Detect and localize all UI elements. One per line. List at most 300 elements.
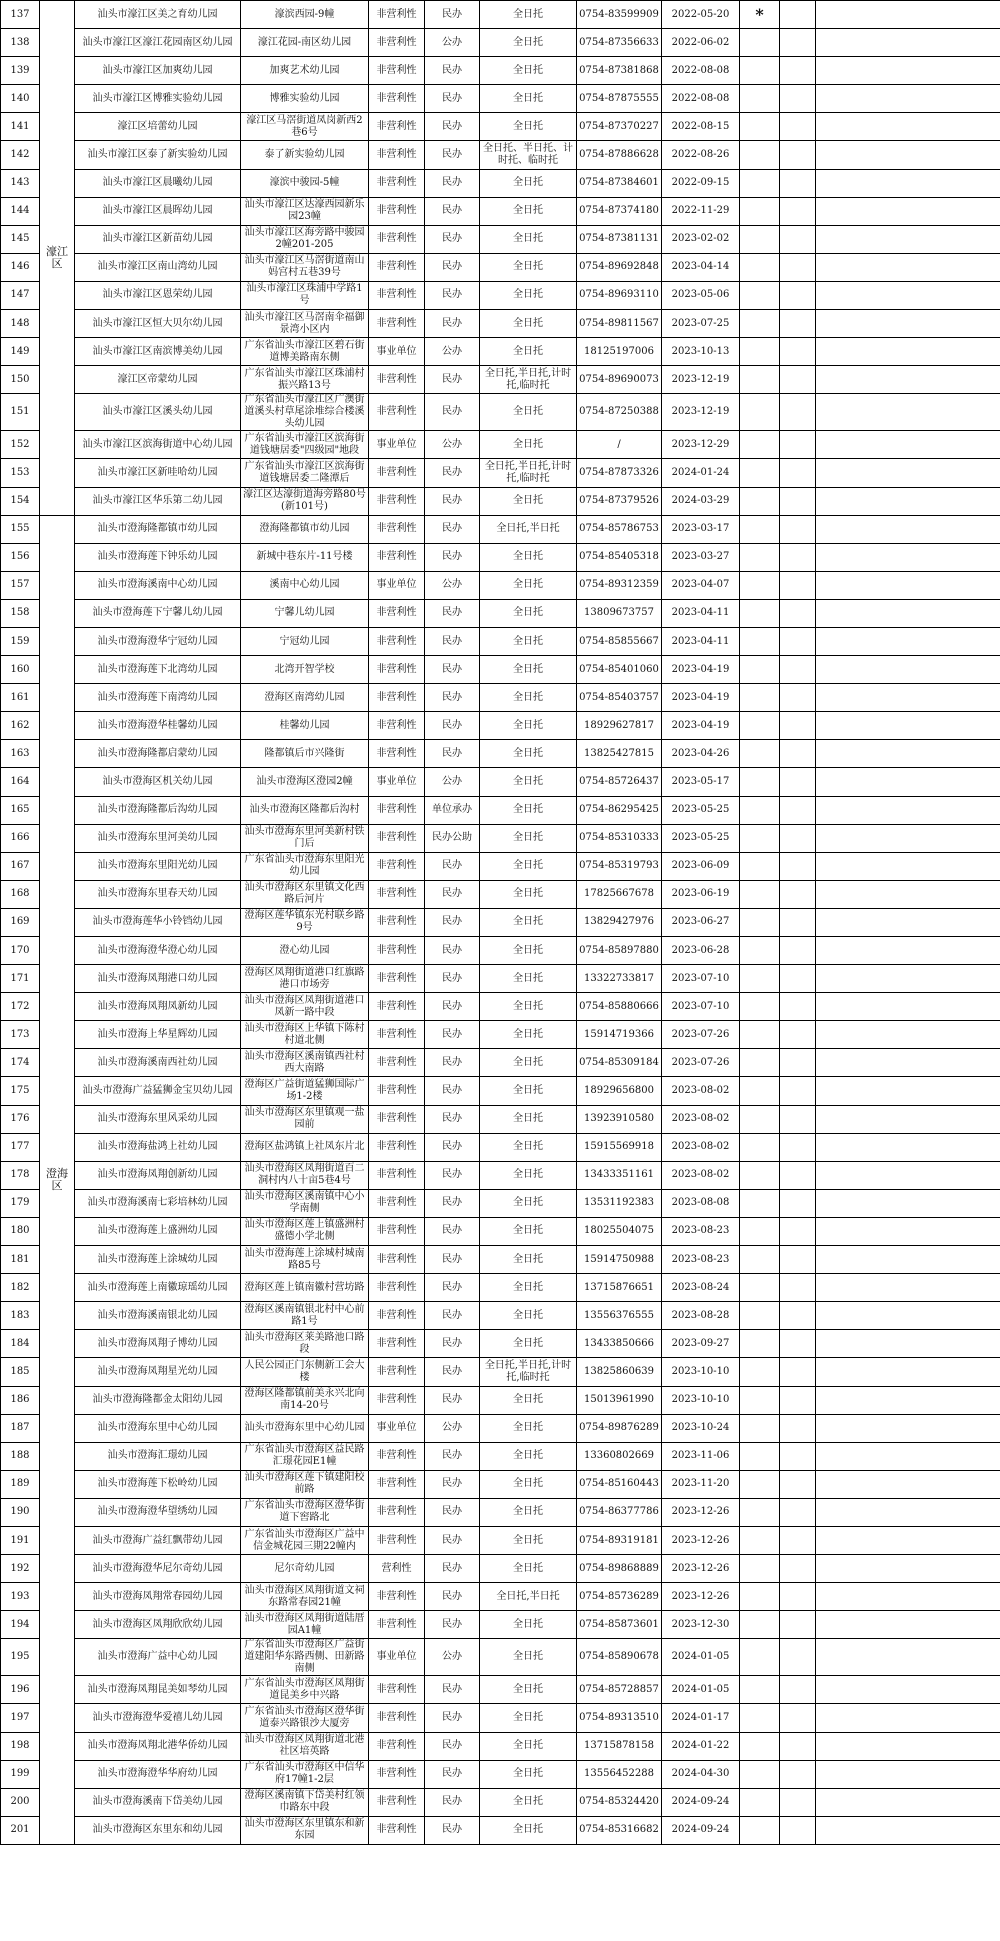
registration-date: 2023-02-02 — [662, 225, 740, 253]
nature: 非营利性 — [369, 394, 425, 431]
table-row — [1, 113, 1000, 141]
extra-cell — [780, 281, 816, 309]
address: 澄海隆都镇市幼儿园 — [241, 515, 369, 543]
care-type: 全日托 — [480, 1386, 577, 1414]
spacer-cell — [816, 1077, 1000, 1105]
note-mark — [740, 627, 780, 655]
care-type: 全日托 — [480, 1021, 577, 1049]
kindergarten-name: 汕头市澄海澄华望绣幼儿园 — [75, 1498, 241, 1526]
nature: 非营利性 — [369, 543, 425, 571]
care-type: 全日托 — [480, 1330, 577, 1358]
table-row — [1, 1274, 1000, 1302]
school-type: 民办 — [425, 1816, 480, 1844]
care-type: 全日托 — [480, 908, 577, 936]
phone: 13322733817 — [577, 965, 662, 993]
extra-cell — [780, 1330, 816, 1358]
spacer-cell — [816, 1732, 1000, 1760]
address: 澄海区溪南镇银北村中心前路1号 — [241, 1302, 369, 1330]
nature: 非营利性 — [369, 1442, 425, 1470]
address: 汕头市澄海区凤翔街道百二洞村内八十亩5巷4号 — [241, 1161, 369, 1189]
spacer-cell — [816, 571, 1000, 599]
note-mark — [740, 965, 780, 993]
row-number: 180 — [1, 1217, 40, 1245]
care-type: 全日托 — [480, 29, 577, 57]
address: 汕头市澄海区莱美路池口路段 — [241, 1330, 369, 1358]
phone: 0754-89692848 — [577, 253, 662, 281]
nature: 事业单位 — [369, 338, 425, 366]
care-type: 全日托 — [480, 1676, 577, 1704]
row-number: 161 — [1, 684, 40, 712]
spacer-cell — [816, 993, 1000, 1021]
extra-cell — [780, 1, 816, 29]
spacer-cell — [816, 1161, 1000, 1189]
spacer-cell — [816, 85, 1000, 113]
care-type: 全日托 — [480, 1414, 577, 1442]
spacer-cell — [816, 515, 1000, 543]
registration-date: 2024-01-05 — [662, 1676, 740, 1704]
school-type: 民办 — [425, 627, 480, 655]
registration-date: 2023-11-06 — [662, 1442, 740, 1470]
spacer-cell — [816, 113, 1000, 141]
note-mark — [740, 1676, 780, 1704]
kindergarten-name: 汕头市澄海盐鸿上社幼儿园 — [75, 1133, 241, 1161]
note-mark — [740, 197, 780, 225]
table-row — [1, 796, 1000, 824]
nature: 非营利性 — [369, 1470, 425, 1498]
school-type: 民办 — [425, 1246, 480, 1274]
kindergarten-name: 汕头市濠江区晨曦幼儿园 — [75, 169, 241, 197]
nature: 非营利性 — [369, 1161, 425, 1189]
address: 澄海区莲上镇南徽村营坊路 — [241, 1274, 369, 1302]
school-type: 民办 — [425, 656, 480, 684]
table-row — [1, 656, 1000, 684]
note-mark — [740, 1639, 780, 1676]
table-row — [1, 225, 1000, 253]
row-number: 187 — [1, 1414, 40, 1442]
phone: 0754-89868889 — [577, 1555, 662, 1583]
care-type: 全日托 — [480, 740, 577, 768]
kindergarten-name: 汕头市澄海溪南中心幼儿园 — [75, 571, 241, 599]
spacer-cell — [816, 366, 1000, 394]
kindergarten-name: 汕头市濠江区南山湾幼儿园 — [75, 253, 241, 281]
school-type: 公办 — [425, 768, 480, 796]
nature: 非营利性 — [369, 113, 425, 141]
note-mark — [740, 85, 780, 113]
phone: 0754-85319793 — [577, 852, 662, 880]
note-mark — [740, 57, 780, 85]
registration-date: 2023-10-24 — [662, 1414, 740, 1442]
school-type: 民办 — [425, 1105, 480, 1133]
nature: 非营利性 — [369, 1732, 425, 1760]
phone: 0754-85316682 — [577, 1816, 662, 1844]
spacer-cell — [816, 1133, 1000, 1161]
nature: 非营利性 — [369, 1330, 425, 1358]
extra-cell — [780, 1414, 816, 1442]
care-type: 全日托 — [480, 1161, 577, 1189]
registration-date: 2023-08-02 — [662, 1133, 740, 1161]
row-number: 165 — [1, 796, 40, 824]
extra-cell — [780, 487, 816, 515]
phone: 0754-87356633 — [577, 29, 662, 57]
table-row — [1, 1217, 1000, 1245]
row-number: 142 — [1, 141, 40, 169]
row-number: 140 — [1, 85, 40, 113]
row-number: 190 — [1, 1498, 40, 1526]
address: 汕头市澄海区凤翔街道北港社区培英路 — [241, 1732, 369, 1760]
note-mark — [740, 768, 780, 796]
nature: 非营利性 — [369, 1704, 425, 1732]
table-row — [1, 937, 1000, 965]
table-row — [1, 824, 1000, 852]
row-number: 141 — [1, 113, 40, 141]
table-row — [1, 908, 1000, 936]
extra-cell — [780, 1105, 816, 1133]
note-mark — [740, 880, 780, 908]
kindergarten-name: 汕头市澄海溪南下岱美幼儿园 — [75, 1788, 241, 1816]
note-mark — [740, 1526, 780, 1554]
school-type: 民办 — [425, 366, 480, 394]
row-number: 185 — [1, 1358, 40, 1386]
address: 濠江区马滘街道凤岗新西2巷6号 — [241, 113, 369, 141]
care-type: 全日托 — [480, 937, 577, 965]
kindergarten-name: 汕头市澄海区凤翔欣欣幼儿园 — [75, 1611, 241, 1639]
extra-cell — [780, 310, 816, 338]
nature: 非营利性 — [369, 1816, 425, 1844]
address: 人民公园正门东侧新工会大楼 — [241, 1358, 369, 1386]
phone: 15013961990 — [577, 1386, 662, 1414]
registration-date: 2023-08-24 — [662, 1274, 740, 1302]
school-type: 民办 — [425, 1704, 480, 1732]
note-mark — [740, 1077, 780, 1105]
note-mark — [740, 1302, 780, 1330]
school-type: 民办 — [425, 253, 480, 281]
table-row — [1, 394, 1000, 431]
school-type: 民办 — [425, 1133, 480, 1161]
care-type: 全日托 — [480, 85, 577, 113]
nature: 非营利性 — [369, 712, 425, 740]
school-type: 民办 — [425, 1161, 480, 1189]
table-row — [1, 1639, 1000, 1676]
note-mark — [740, 253, 780, 281]
registration-date: 2023-04-26 — [662, 740, 740, 768]
school-type: 民办 — [425, 459, 480, 487]
kindergarten-name: 汕头市澄海莲下宁馨儿幼儿园 — [75, 599, 241, 627]
school-type: 民办 — [425, 1526, 480, 1554]
care-type: 全日托,半日托 — [480, 515, 577, 543]
extra-cell — [780, 1133, 816, 1161]
registration-date: 2023-12-26 — [662, 1526, 740, 1554]
registration-date: 2023-06-28 — [662, 937, 740, 965]
spacer-cell — [816, 712, 1000, 740]
phone: 0754-89811567 — [577, 310, 662, 338]
kindergarten-name: 汕头市濠江区新苗幼儿园 — [75, 225, 241, 253]
registration-date: 2023-08-02 — [662, 1161, 740, 1189]
address: 汕头市澄海区上华镇下陈村村道北侧 — [241, 1021, 369, 1049]
spacer-cell — [816, 1788, 1000, 1816]
care-type: 全日托 — [480, 281, 577, 309]
spacer-cell — [816, 1816, 1000, 1844]
registration-date: 2023-12-26 — [662, 1498, 740, 1526]
address: 汕头市澄海区莲上镇盛洲村盛德小学北侧 — [241, 1217, 369, 1245]
registration-date: 2023-06-19 — [662, 880, 740, 908]
kindergarten-name: 汕头市濠江区滨海街道中心幼儿园 — [75, 431, 241, 459]
extra-cell — [780, 1732, 816, 1760]
extra-cell — [780, 627, 816, 655]
kindergarten-name: 汕头市濠江区南滨博美幼儿园 — [75, 338, 241, 366]
table-row — [1, 281, 1000, 309]
kindergarten-name: 汕头市澄海东里风采幼儿园 — [75, 1105, 241, 1133]
care-type: 全日托 — [480, 1105, 577, 1133]
school-type: 民办 — [425, 1217, 480, 1245]
school-type: 民办 — [425, 1611, 480, 1639]
extra-cell — [780, 852, 816, 880]
row-number: 157 — [1, 571, 40, 599]
phone: 0754-85890678 — [577, 1639, 662, 1676]
extra-cell — [780, 571, 816, 599]
spacer-cell — [816, 937, 1000, 965]
table-row — [1, 431, 1000, 459]
extra-cell — [780, 1788, 816, 1816]
care-type: 全日托、半日托、计时托、临时托 — [480, 141, 577, 169]
kindergarten-name: 汕头市澄海广益猛狮金宝贝幼儿园 — [75, 1077, 241, 1105]
table-row — [1, 1526, 1000, 1554]
registration-date: 2023-09-27 — [662, 1330, 740, 1358]
kindergarten-name: 汕头市澄海东里阳光幼儿园 — [75, 852, 241, 880]
care-type: 全日托 — [480, 1077, 577, 1105]
table-row — [1, 1788, 1000, 1816]
kindergarten-name: 汕头市澄海汇璟幼儿园 — [75, 1442, 241, 1470]
kindergarten-name: 汕头市澄海莲上盛洲幼儿园 — [75, 1217, 241, 1245]
kindergarten-name: 汕头市澄海广益红飘带幼儿园 — [75, 1526, 241, 1554]
school-type: 公办 — [425, 431, 480, 459]
registration-date: 2023-07-26 — [662, 1049, 740, 1077]
note-mark — [740, 1816, 780, 1844]
extra-cell — [780, 768, 816, 796]
school-type: 民办 — [425, 1358, 480, 1386]
school-type: 民办 — [425, 1583, 480, 1611]
care-type: 全日托 — [480, 487, 577, 515]
note-mark — [740, 515, 780, 543]
address: 汕头市澄海区东里镇观一盐园前 — [241, 1105, 369, 1133]
address: 汕头市澄海区溪南镇西社村西大南路 — [241, 1049, 369, 1077]
phone: 13433850666 — [577, 1330, 662, 1358]
table-row — [1, 1358, 1000, 1386]
row-number: 184 — [1, 1330, 40, 1358]
address: 澄海区广益街道猛狮国际广场1-2楼 — [241, 1077, 369, 1105]
kindergarten-name: 汕头市澄海广益中心幼儿园 — [75, 1639, 241, 1676]
address: 广东省汕头市濠江区碧石街道博美路南东侧 — [241, 338, 369, 366]
nature: 非营利性 — [369, 1583, 425, 1611]
row-number: 189 — [1, 1470, 40, 1498]
care-type: 全日托 — [480, 1760, 577, 1788]
table-row — [1, 57, 1000, 85]
registration-date: 2023-08-08 — [662, 1189, 740, 1217]
school-type: 民办 — [425, 712, 480, 740]
extra-cell — [780, 543, 816, 571]
note-mark — [740, 113, 780, 141]
row-number: 199 — [1, 1760, 40, 1788]
table-row — [1, 169, 1000, 197]
care-type: 全日托 — [480, 1049, 577, 1077]
nature: 非营利性 — [369, 937, 425, 965]
care-type: 全日托 — [480, 57, 577, 85]
registration-date: 2023-10-13 — [662, 338, 740, 366]
row-number: 145 — [1, 225, 40, 253]
note-mark — [740, 937, 780, 965]
phone: 0754-89319181 — [577, 1526, 662, 1554]
care-type: 全日托 — [480, 1246, 577, 1274]
spacer-cell — [816, 965, 1000, 993]
care-type: 全日托 — [480, 1498, 577, 1526]
school-type: 民办 — [425, 57, 480, 85]
extra-cell — [780, 656, 816, 684]
note-mark — [740, 1217, 780, 1245]
school-type: 公办 — [425, 1414, 480, 1442]
row-number: 168 — [1, 880, 40, 908]
extra-cell — [780, 85, 816, 113]
school-type: 民办 — [425, 908, 480, 936]
phone: 13556376555 — [577, 1302, 662, 1330]
address: 广东省汕头市澄海区澄华街道下窖路北 — [241, 1498, 369, 1526]
school-type: 民办 — [425, 740, 480, 768]
registration-date: 2023-04-19 — [662, 656, 740, 684]
spacer-cell — [816, 394, 1000, 431]
kindergarten-name: 汕头市澄海凤翔凤新幼儿园 — [75, 993, 241, 1021]
row-number: 146 — [1, 253, 40, 281]
spacer-cell — [816, 1021, 1000, 1049]
care-type: 全日托 — [480, 253, 577, 281]
nature: 非营利性 — [369, 740, 425, 768]
row-number: 164 — [1, 768, 40, 796]
kindergarten-name: 汕头市澄海东里春天幼儿园 — [75, 880, 241, 908]
nature: 非营利性 — [369, 1189, 425, 1217]
school-type: 民办 — [425, 1274, 480, 1302]
spacer-cell — [816, 684, 1000, 712]
kindergarten-name: 汕头市澄海澄华华府幼儿园 — [75, 1760, 241, 1788]
care-type: 全日托 — [480, 394, 577, 431]
note-mark — [740, 459, 780, 487]
care-type: 全日托 — [480, 197, 577, 225]
phone: 18025504075 — [577, 1217, 662, 1245]
nature: 事业单位 — [369, 768, 425, 796]
extra-cell — [780, 880, 816, 908]
spacer-cell — [816, 1386, 1000, 1414]
nature: 非营利性 — [369, 85, 425, 113]
registration-date: 2023-12-19 — [662, 366, 740, 394]
row-number: 170 — [1, 937, 40, 965]
care-type: 全日托 — [480, 571, 577, 599]
address: 汕头市澄海区东里镇文化西路后河片 — [241, 880, 369, 908]
note-mark — [740, 712, 780, 740]
school-type: 民办 — [425, 225, 480, 253]
spacer-cell — [816, 1358, 1000, 1386]
row-number: 200 — [1, 1788, 40, 1816]
table-row — [1, 85, 1000, 113]
registration-date: 2023-07-10 — [662, 965, 740, 993]
extra-cell — [780, 1358, 816, 1386]
note-mark — [740, 1386, 780, 1414]
spacer-cell — [816, 1217, 1000, 1245]
school-type: 公办 — [425, 571, 480, 599]
address: 广东省汕头市澄海区广益街道建阳华东路西侧、田新路南侧 — [241, 1639, 369, 1676]
registration-date: 2023-12-26 — [662, 1583, 740, 1611]
kindergarten-name: 汕头市澄海澄华桂馨幼儿园 — [75, 712, 241, 740]
row-number: 179 — [1, 1189, 40, 1217]
extra-cell — [780, 1442, 816, 1470]
phone: 0754-89690073 — [577, 366, 662, 394]
address: 新城中巷东片-11号楼 — [241, 543, 369, 571]
row-number: 197 — [1, 1704, 40, 1732]
address: 濠滨西园-9幢 — [241, 1, 369, 29]
table-row — [1, 29, 1000, 57]
address: 隆都镇后市兴隆街 — [241, 740, 369, 768]
row-number: 191 — [1, 1526, 40, 1554]
table-row — [1, 627, 1000, 655]
table-row — [1, 1704, 1000, 1732]
table-row — [1, 1, 1000, 29]
registration-date: 2023-12-30 — [662, 1611, 740, 1639]
spacer-cell — [816, 1302, 1000, 1330]
row-number: 153 — [1, 459, 40, 487]
phone: 0754-85897880 — [577, 937, 662, 965]
extra-cell — [780, 796, 816, 824]
care-type: 全日托 — [480, 113, 577, 141]
phone: 0754-89693110 — [577, 281, 662, 309]
spacer-cell — [816, 1760, 1000, 1788]
kindergarten-name: 汕头市澄海凤翔子博幼儿园 — [75, 1330, 241, 1358]
table-row — [1, 253, 1000, 281]
spacer-cell — [816, 1498, 1000, 1526]
extra-cell — [780, 169, 816, 197]
care-type: 全日托 — [480, 1816, 577, 1844]
registration-date: 2023-05-25 — [662, 824, 740, 852]
care-type: 全日托 — [480, 599, 577, 627]
spacer-cell — [816, 599, 1000, 627]
spacer-cell — [816, 1676, 1000, 1704]
school-type: 民办 — [425, 1021, 480, 1049]
registration-date: 2023-04-07 — [662, 571, 740, 599]
care-type: 全日托,半日托,计时托,临时托 — [480, 1358, 577, 1386]
note-mark — [740, 1760, 780, 1788]
kindergarten-name: 汕头市澄海莲下松岭幼儿园 — [75, 1470, 241, 1498]
phone: 0754-89312359 — [577, 571, 662, 599]
registration-date: 2023-06-27 — [662, 908, 740, 936]
extra-cell — [780, 1526, 816, 1554]
school-type: 民办 — [425, 197, 480, 225]
address: 濠滨中骏园-5幢 — [241, 169, 369, 197]
care-type: 全日托 — [480, 169, 577, 197]
registration-date: 2023-05-17 — [662, 768, 740, 796]
nature: 非营利性 — [369, 796, 425, 824]
school-type: 民办 — [425, 1049, 480, 1077]
table-row — [1, 1386, 1000, 1414]
care-type: 全日托 — [480, 1526, 577, 1554]
nature: 非营利性 — [369, 225, 425, 253]
row-number: 182 — [1, 1274, 40, 1302]
table-row — [1, 1816, 1000, 1844]
kindergarten-name: 汕头市澄海澄华爱禧儿幼儿园 — [75, 1704, 241, 1732]
extra-cell — [780, 1583, 816, 1611]
kindergarten-name: 汕头市澄海莲上南徽琼瑶幼儿园 — [75, 1274, 241, 1302]
school-type: 民办 — [425, 543, 480, 571]
registration-date: 2022-05-20 — [662, 1, 740, 29]
school-type: 民办 — [425, 1, 480, 29]
row-number: 152 — [1, 431, 40, 459]
address: 桂馨幼儿园 — [241, 712, 369, 740]
spacer-cell — [816, 1105, 1000, 1133]
table-row — [1, 1077, 1000, 1105]
phone: 0754-85873601 — [577, 1611, 662, 1639]
